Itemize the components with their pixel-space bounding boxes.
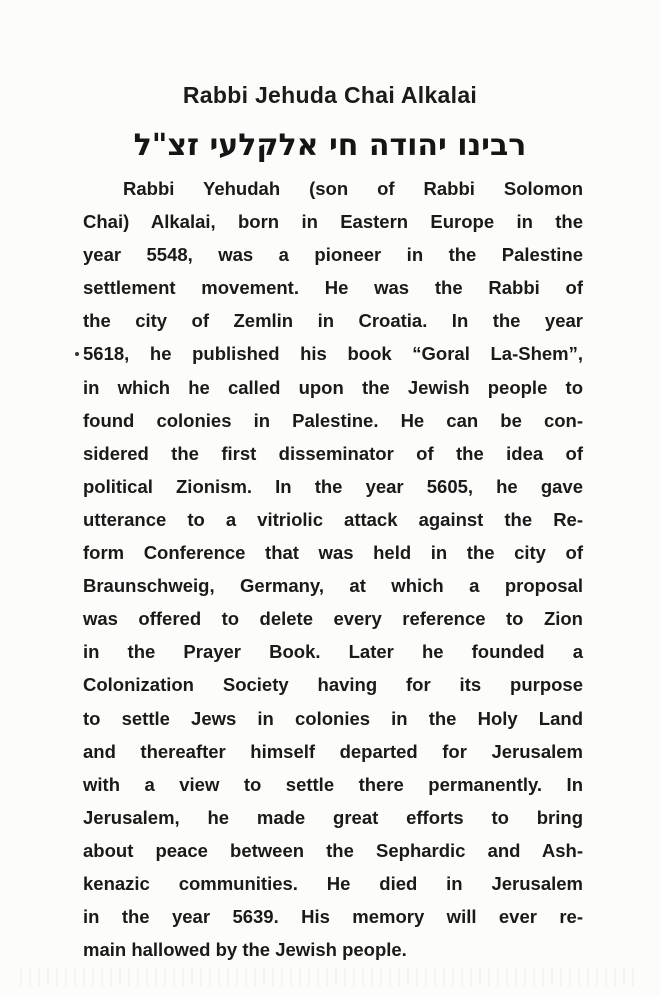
- text-line: settlement movement. He was the Rabbi of: [83, 277, 583, 299]
- text-line: 5618, he published his book “Goral La-Shem”,: [83, 343, 583, 365]
- text-line: Braunschweig, Germany, at which a proposal: [83, 575, 583, 597]
- text-line: found colonies in Palestine. He can be con-: [83, 409, 583, 431]
- text-line: main hallowed by the Jewish people.: [83, 939, 407, 961]
- text-line: in which he called upon the Jewish people to: [83, 376, 583, 398]
- text-line: utterance to a vitriolic attack against the Re-: [83, 508, 583, 530]
- text-line: form Conference that was held in the city of: [83, 542, 583, 564]
- text-line: political Zionism. In the year 5605, he gave: [83, 475, 583, 497]
- text-line: in the Prayer Book. Later he founded a: [83, 641, 583, 663]
- text-line: Jerusalem, he made great efforts to bring: [83, 806, 583, 828]
- text-line: was offered to delete every reference to Zion: [83, 608, 583, 630]
- text-line: year 5548, was a pioneer in the Palestine: [83, 244, 583, 266]
- text-line: Rabbi Yehudah (son of Rabbi Solomon: [123, 178, 583, 199]
- text-line: kenazic communities. He died in Jerusalem: [83, 872, 583, 894]
- text-line: Colonization Society having for its purpose: [83, 674, 583, 696]
- text-line: to settle Jews in colonies in the Holy Land: [83, 707, 583, 729]
- text-line: Chai) Alkalai, born in Eastern Europe in the: [83, 211, 583, 233]
- hebrew-title: רבינו יהודה חי אלקלעי זצ"ל: [133, 128, 527, 163]
- text-line: in the year 5639. His memory will ever re-: [83, 906, 583, 928]
- scan-noise: [20, 968, 640, 986]
- print-speck: [75, 352, 79, 356]
- text-line: the city of Zemlin in Croatia. In the year: [83, 310, 583, 332]
- page-title: Rabbi Jehuda Chai Alkalai: [182, 82, 478, 108]
- text-line: and thereafter himself departed for Jerusalem: [83, 740, 583, 762]
- text-line: about peace between the Sephardic and Ash-: [83, 839, 583, 861]
- biography-text: [83, 172, 583, 966]
- text-line: with a view to settle there permanently. In: [83, 773, 583, 795]
- text-line: sidered the first disseminator of the idea of: [83, 442, 583, 464]
